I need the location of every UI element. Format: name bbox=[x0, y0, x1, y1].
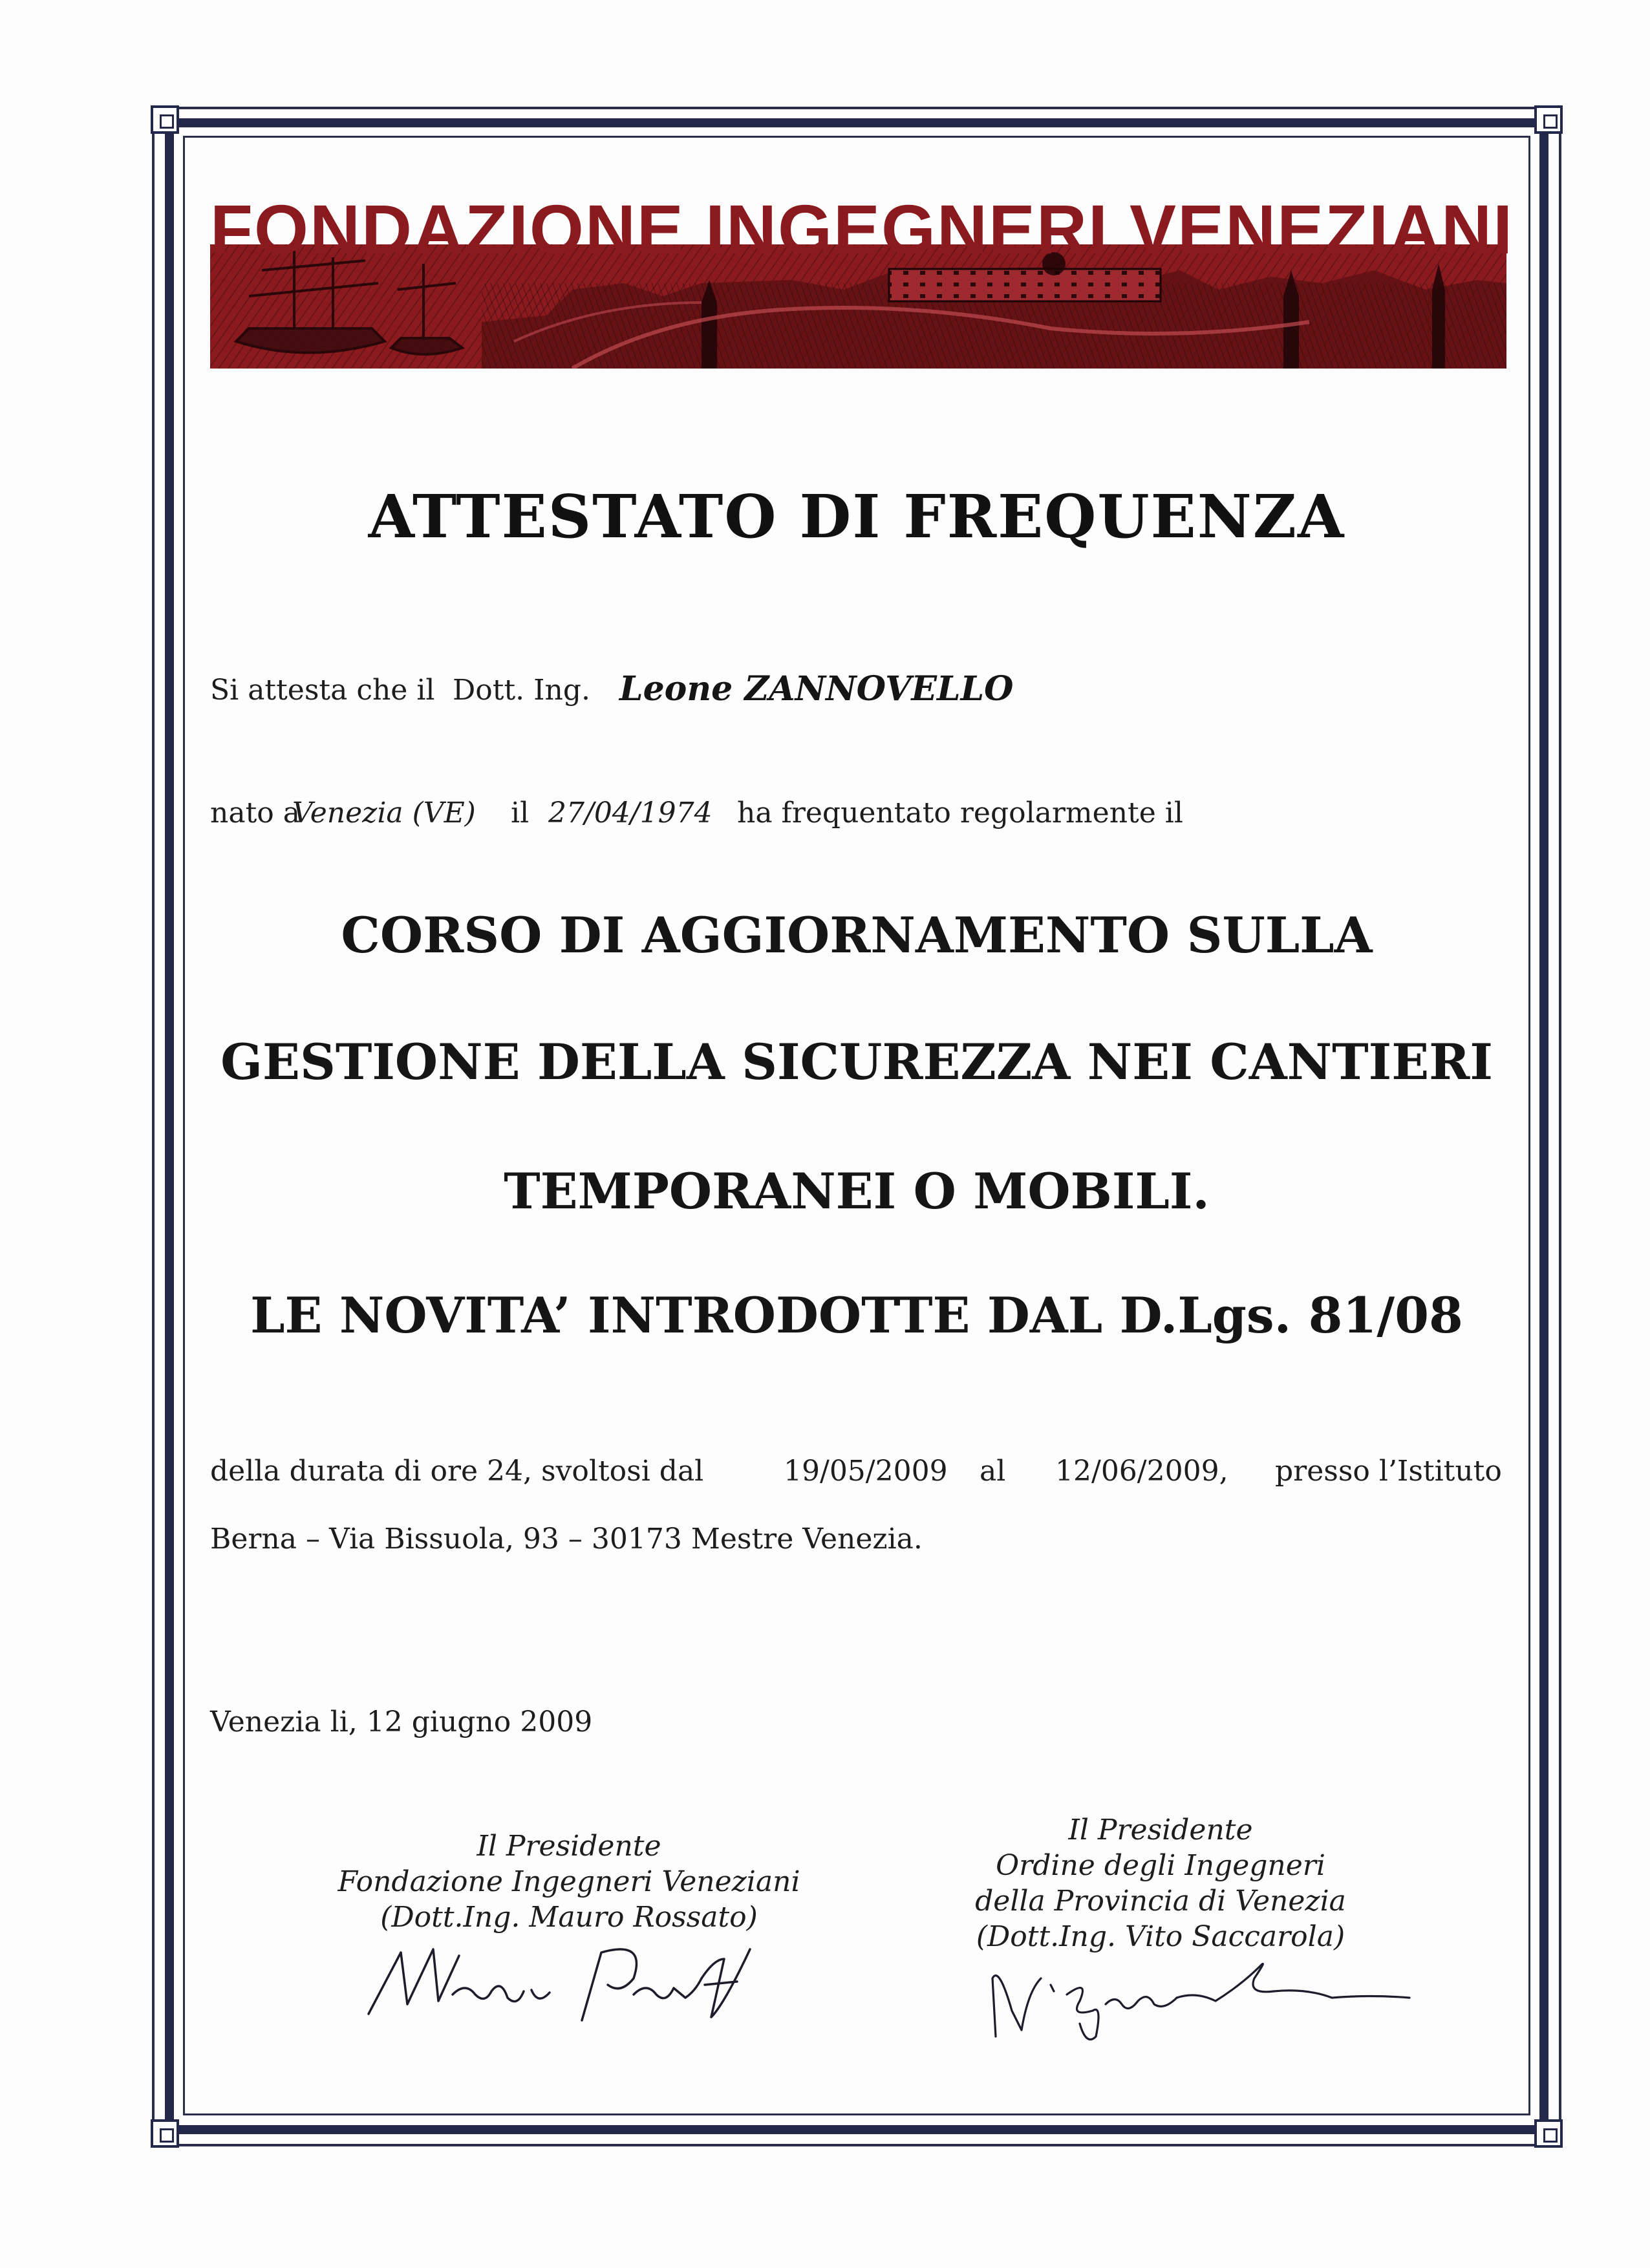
attest-professional-title: Dott. Ing. bbox=[453, 674, 590, 707]
foundation-title: FONDAZIONE INGEGNERI VENEZIANI bbox=[210, 190, 1514, 268]
corner-ornament-bottom-left bbox=[151, 2119, 179, 2148]
signature-block-left bbox=[317, 1828, 821, 1935]
course-end-date: 12/06/2009, bbox=[1055, 1455, 1228, 1488]
birth-place: Venezia (VE) bbox=[292, 797, 476, 829]
signatory-role: Il Presidente bbox=[477, 1830, 661, 1863]
signatory-organization: Fondazione Ingegneri Veneziani bbox=[338, 1865, 800, 1898]
issue-place-date: Venezia li, 12 giugno 2009 bbox=[210, 1706, 593, 1738]
foundation-banner bbox=[210, 187, 1514, 369]
venue-prefix: presso l’Istituto bbox=[1275, 1455, 1502, 1488]
course-start-date: 19/05/2009 bbox=[784, 1455, 948, 1488]
birth-il: il bbox=[511, 797, 530, 829]
signature-block-right bbox=[902, 1812, 1419, 1954]
course-title-line-1: CORSO DI AGGIORNAMENTO SULLA bbox=[341, 906, 1373, 964]
duration-text: della durata di ore 24, svoltosi dal bbox=[210, 1455, 704, 1488]
handwritten-signature-left bbox=[362, 1933, 802, 2030]
birth-prefix: nato a bbox=[210, 797, 300, 829]
attest-prefix: Si attesta che il bbox=[210, 674, 435, 707]
signatory-name: (Dott.Ing. Vito Saccarola) bbox=[976, 1920, 1345, 1953]
corner-ornament-bottom-right bbox=[1534, 2119, 1563, 2148]
signatory-organization-line-1: Ordine degli Ingegneri bbox=[996, 1849, 1325, 1882]
course-title-line-4: LE NOVITA’ INTRODOTTE DAL D.Lgs. 81/08 bbox=[250, 1287, 1463, 1344]
handwritten-signature-right bbox=[983, 1940, 1422, 2049]
signatory-organization-line-2: della Provincia di Venezia bbox=[975, 1885, 1346, 1918]
certificate-title: ATTESTATO DI FREQUENZA bbox=[368, 482, 1345, 551]
venue-address: Berna – Via Bissuola, 93 – 30173 Mestre Venezia. bbox=[210, 1523, 923, 1556]
attendee-name: Leone ZANNOVELLO bbox=[619, 669, 1014, 709]
course-title-line-2: GESTIONE DELLA SICUREZZA NEI CANTIERI bbox=[220, 1033, 1493, 1091]
birth-date: 27/04/1974 bbox=[548, 797, 712, 829]
signatory-role: Il Presidente bbox=[1068, 1813, 1253, 1846]
corner-ornament-top-left bbox=[151, 105, 179, 134]
attendance-statement: ha frequentato regolarmente il bbox=[737, 797, 1183, 829]
signatory-name: (Dott.Ing. Mauro Rossato) bbox=[380, 1901, 758, 1934]
course-title-line-3: TEMPORANEI O MOBILI. bbox=[504, 1162, 1210, 1220]
duration-al: al bbox=[980, 1455, 1006, 1488]
corner-ornament-top-right bbox=[1534, 105, 1563, 134]
